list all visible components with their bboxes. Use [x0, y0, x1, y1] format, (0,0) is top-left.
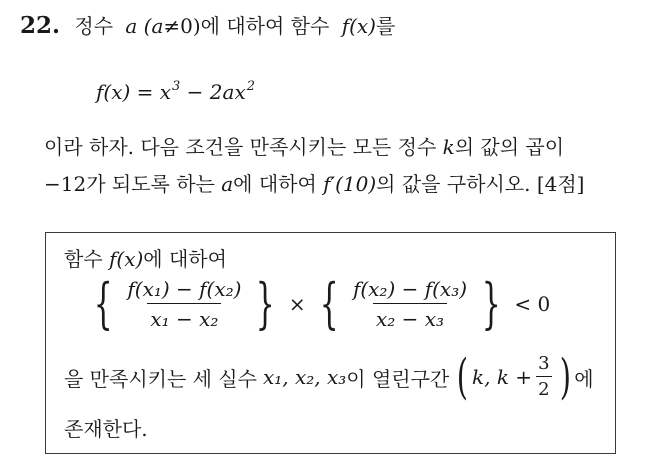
- exponent-2: 2: [246, 79, 256, 94]
- condition-line-1-end: 에 대하여: [143, 247, 227, 271]
- fraction-1-numerator: f(x₁) − f(x₂): [127, 277, 242, 301]
- interval-numerator: 3: [538, 353, 550, 374]
- interval-left: k, k +: [471, 365, 533, 389]
- less-than-zero: < 0: [514, 292, 551, 316]
- condition-line-3: [64, 349, 594, 405]
- fraction-1-denominator: x₁ − x₂: [147, 303, 221, 331]
- right-brace-1: }: [256, 272, 276, 335]
- intro-text: 정수: [74, 14, 114, 38]
- interval-fraction: [536, 354, 551, 400]
- right-brace-2: }: [481, 272, 501, 335]
- condition-function: f(x): [109, 247, 144, 271]
- right-paren: ): [559, 349, 571, 405]
- real-numbers: x₁, x₂, x₃: [262, 365, 347, 389]
- problem-header: [20, 14, 395, 38]
- derivative-expression: f′(10): [323, 172, 377, 196]
- condition-line-3-end: 에: [574, 366, 594, 391]
- condition-box: [45, 232, 616, 454]
- body-line-1: [44, 135, 564, 159]
- condition-inequality: [86, 272, 556, 335]
- left-brace-1: {: [93, 272, 113, 335]
- variable-k: k: [442, 135, 455, 159]
- neq-symbol: ≠: [163, 14, 181, 38]
- times-symbol: ×: [288, 292, 306, 316]
- body-line-2-end: 의 값을 구하시오.: [376, 172, 531, 196]
- fraction-1: [124, 277, 244, 331]
- definition-mid: − 2ax: [180, 80, 246, 104]
- points-badge: [4점]: [536, 172, 585, 196]
- fraction-2-denominator: x₂ − x₃: [373, 303, 447, 331]
- condition-line-1: [64, 247, 227, 271]
- condition-line-3-mid: 이 열린구간: [346, 366, 450, 391]
- intro-end: 를: [375, 14, 396, 38]
- left-brace-2: {: [319, 272, 339, 335]
- interval-denominator: 2: [536, 376, 551, 400]
- body-line-2: [44, 172, 584, 196]
- problem-number: 22.: [20, 12, 61, 39]
- fraction-2: [350, 277, 470, 331]
- definition-lhs: f(x) = x: [96, 80, 172, 104]
- exponent-3: 3: [172, 79, 181, 94]
- condition-line-4: 존재한다.: [64, 417, 148, 441]
- variable-a: a: [221, 172, 234, 196]
- condition-line-1-text: 함수: [64, 247, 103, 271]
- intro-function: f(x): [341, 14, 376, 38]
- function-definition: [96, 80, 255, 108]
- intro-condition-open: a (a: [125, 14, 164, 38]
- left-paren: (: [456, 349, 469, 405]
- intro-condition-close: 0)에 대하여 함수: [180, 14, 330, 38]
- body-line-1-text: 이라 하자. 다음 조건을 만족시키는 모든 정수: [44, 135, 437, 159]
- body-line-2-mid: 에 대하여: [233, 172, 317, 196]
- body-line-2-text: −12가 되도록 하는: [44, 172, 215, 196]
- fraction-2-numerator: f(x₂) − f(x₃): [352, 277, 468, 301]
- body-line-1-end: 의 값의 곱이: [454, 135, 565, 159]
- condition-line-3-text: 을 만족시키는 세 실수: [64, 366, 257, 391]
